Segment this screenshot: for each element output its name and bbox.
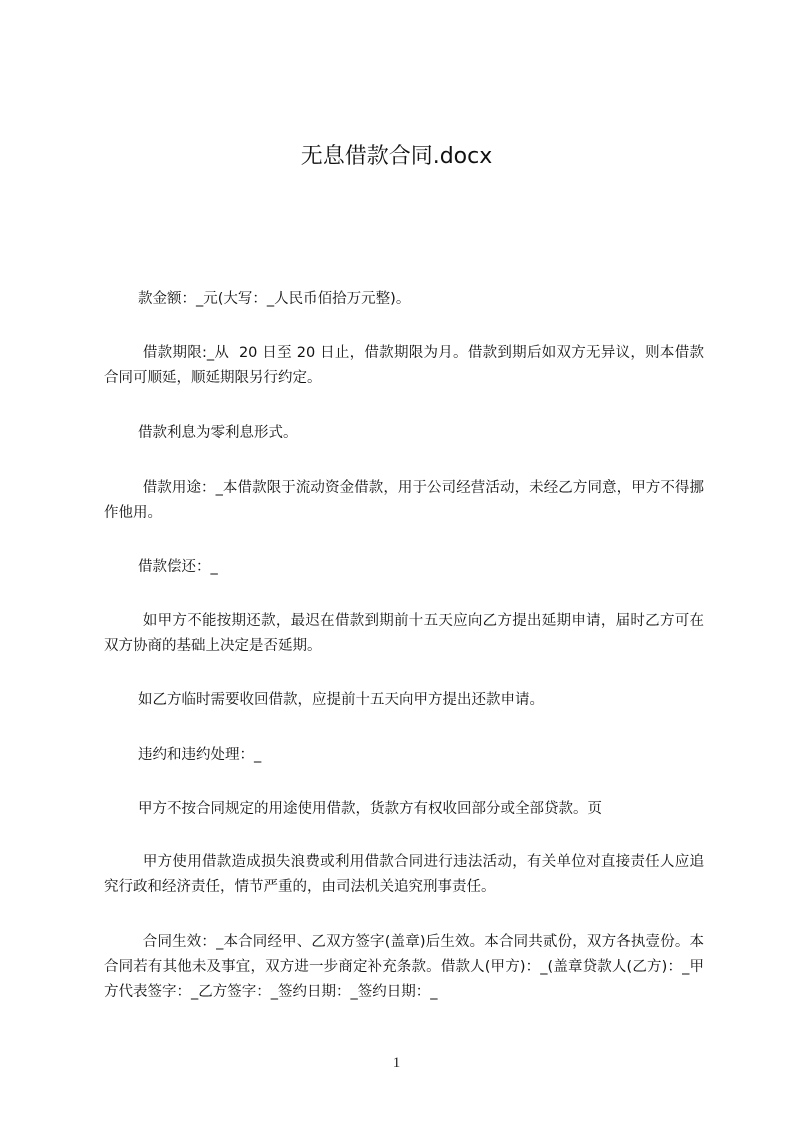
paragraph-effectiveness: 合同生效：_本合同经甲、乙双方签字(盖章)后生效。本合同共贰份，双方各执壹份。本合同若有其他未及事宜，双方进一步商定补充条款。借款人(甲方)：_(盖章贷款人(乙方)：_甲方代表签字：_乙方签字：_签约日期：_签约日期：_ [104, 934, 705, 1000]
paragraph-misuse: 甲方不按合同规定的用途使用借款，货款方有权收回部分或全部贷款。页 [138, 801, 602, 817]
paragraph-loan-term: 借款期限:_从 20 日至 20 日止，借款期限为月。借款到期后如双方无异议，则本借款合同可顺延，顺延期限另行约定。 [104, 345, 704, 386]
paragraph-loan-amount: 款金额：_元(大写：_人民币佰拾万元整)。 [138, 291, 411, 307]
paragraph-repayment: 借款偿还：_ [138, 559, 218, 575]
paragraph-liability: 甲方使用借款造成损失浪费或利用借款合同进行违法活动，有关单位对直接责任人应追究行政和经济责任，情节严重的，由司法机关追究刑事责任。 [104, 854, 705, 895]
paragraph-extension: 如甲方不能按期还款，最迟在借款到期前十五天应向乙方提出延期申请，届时乙方可在双方协商的基础上决定是否延期。 [104, 613, 705, 654]
paragraph-interest: 借款利息为零利息形式。 [138, 425, 298, 441]
document-title: 无息借款合同.docx [300, 144, 493, 169]
paragraph-early-recall: 如乙方临时需要收回借款，应提前十五天向甲方提出还款申请。 [138, 692, 544, 708]
page-number: 1 [392, 1055, 401, 1071]
paragraph-breach: 违约和违约处理：_ [138, 747, 262, 763]
paragraph-loan-purpose: 借款用途：_本借款限于流动资金借款，用于公司经营活动，未经乙方同意，甲方不得挪作他用。 [104, 480, 705, 521]
